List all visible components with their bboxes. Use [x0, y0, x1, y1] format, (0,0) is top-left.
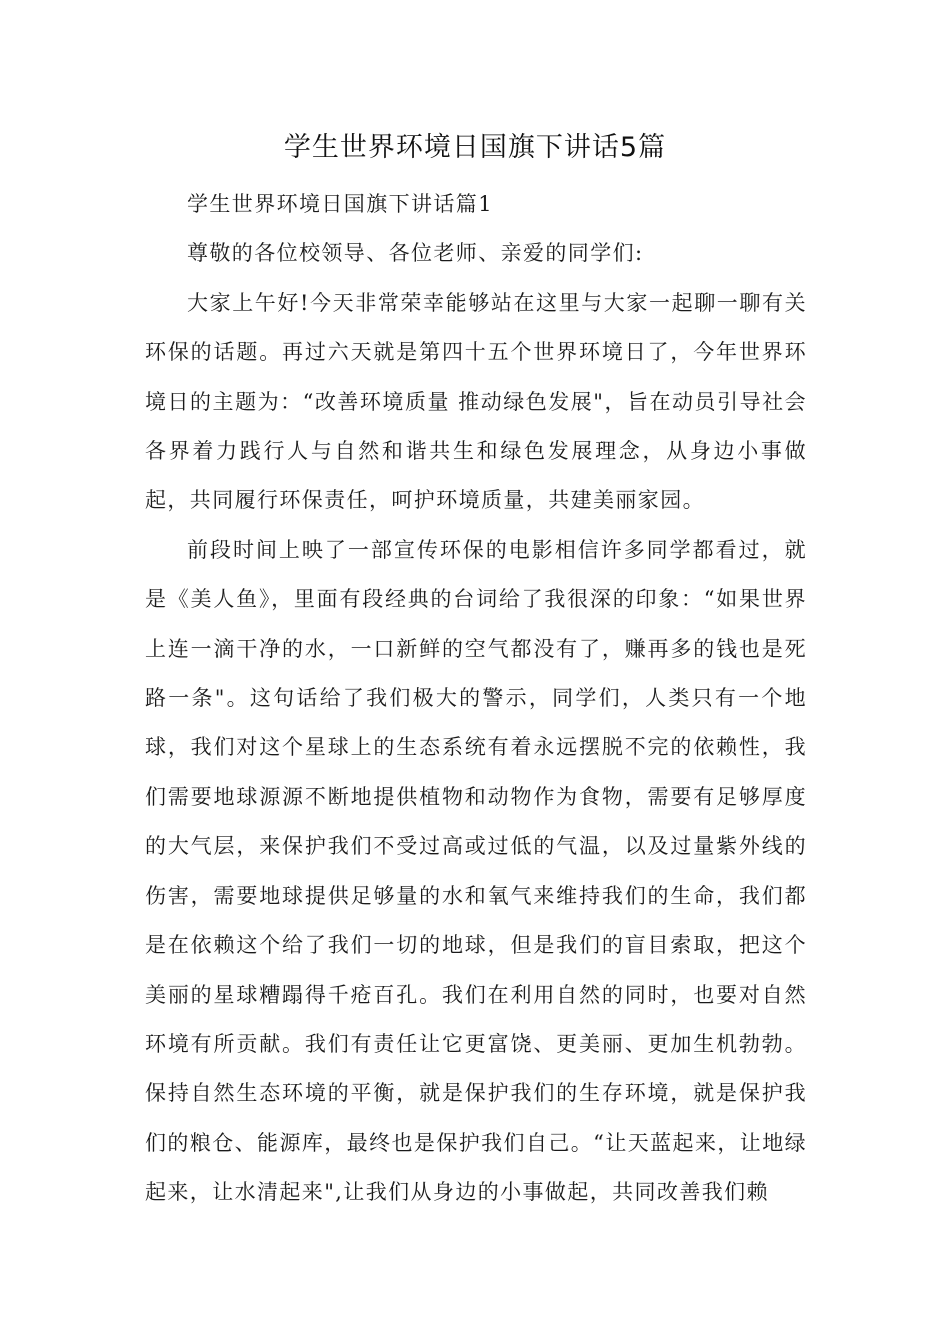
paragraph: 前段时间上映了一部宣传环保的电影相信许多同学都看过，就是《美人鱼》，里面有段经典的台词给了我很深的印象：“如果世界上连一滴干净的水，一口新鲜的空气都没有了，赚再多的钱也是死路一条"。这句话给了我们极大的警示，同学们，人类只有一个地球，我们对这个星球上的生态系统有着永远摆脱不完的依赖性，我们需要地球源源不断地提供植物和动物作为食物，需要有足够厚度的大气层，来保护我们不受过高或过低的气温，以及过量紫外线的伤害，需要地球提供足够量的水和氧气来维持我们的生命，我们都是在依赖这个给了我们一切的地球，但是我们的盲目索取，把这个美丽的星球糟蹋得千疮百孔。我们在利用自然的同时，也要对自然环境有所贡献。我们有责任让它更富饶、更美丽、更加生机勃勃。保持自然生态环境的平衡，就是保护我们的生存环境，就是保护我们的粮仓、能源库，最终也是保护我们自己。“让天蓝起来，让地绿起来，让水清起来",让我们从身边的小事做起，共同改善我们赖 [145, 537, 807, 1205]
salutation: 尊敬的各位校领导、各位老师、亲爱的同学们: [187, 241, 644, 266]
paragraph: 大家上午好!今天非常荣幸能够站在这里与大家一起聊一聊有关环保的话题。再过六天就是第四十五个世界环境日了，今年世界环境日的主题为：“改善环境质量 推动绿色发展"，旨在动员引导社会各界着力践行人与自然和谐共生和绿色发展理念，从身边小事做起，共同履行环保责任，呵护环境质量，共建美丽家园。 [145, 290, 807, 513]
document-body [145, 180, 807, 1218]
document-title: 学生世界环境日国旗下讲话5篇 [283, 132, 667, 163]
section-heading: 学生世界环境日国旗下讲话篇1 [187, 192, 493, 216]
